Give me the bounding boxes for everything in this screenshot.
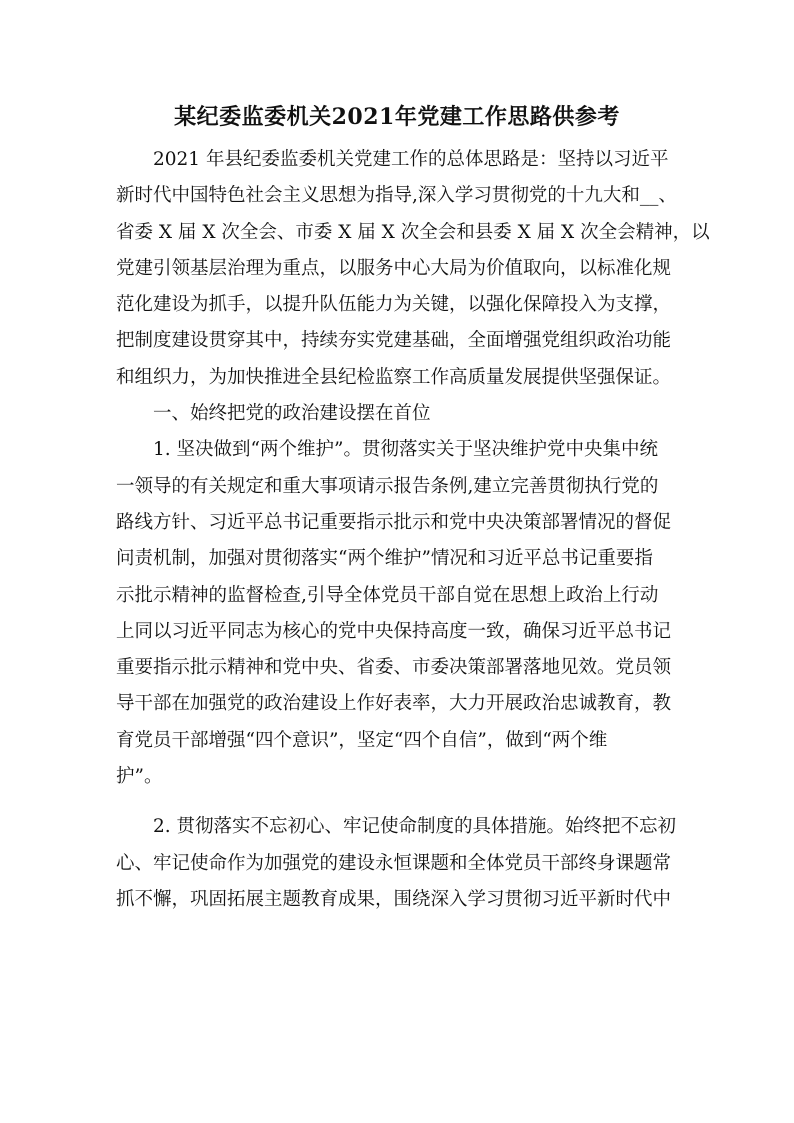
text-line: 把制度建设贯穿其中，持续夯实党建基础，全面增强党组织政治功能 <box>116 330 672 352</box>
text-line: 省委 X 届 X 次全会、市委 X 届 X 次全会和县委 X 届 X 次全会精神，以 <box>116 221 710 243</box>
text-line: 一领导的有关规定和重大事项请示报告条例,建立完善贯彻执行党的 <box>116 475 659 497</box>
text-line: 党建引领基层治理为重点，以服务中心大局为价值取向，以标准化规 <box>116 257 672 279</box>
text-line: 育党员干部增强“四个意识”，坚定“四个自信”，做到“两个维 <box>116 729 608 751</box>
text-line: 示批示精神的监督检查,引导全体党员干部自觉在思想上政治上行动 <box>116 584 659 606</box>
text-line: 2. 贯彻落实不忘初心、牢记使命制度的具体措施。始终把不忘初 <box>153 816 677 838</box>
text-line: 问责机制，加强对贯彻落实“两个维护”情况和习近平总书记重要指 <box>116 548 653 570</box>
text-line: 心、牢记使命作为加强党的建设永恒课题和全体党员干部终身课题常 <box>116 852 672 874</box>
text-line: 2021 年县纪委监委机关党建工作的总体思路是：坚持以习近平 <box>153 149 669 170</box>
paragraph-gap <box>116 799 686 813</box>
text-line: 和组织力，为加快推进全县纪检监察工作高质量发展提供坚强保证。 <box>116 366 672 388</box>
text-line: 一、始终把党的政治建设摆在首位 <box>153 403 431 425</box>
text-line: 新时代中国特色社会主义思想为指导,深入学习贯彻党的十九大和__、 <box>116 185 677 207</box>
document-body <box>116 146 710 922</box>
text-line: 重要指示批示精神和党中央、省委、市委决策部署落地见效。党员领 <box>116 657 672 679</box>
text-line: 抓不懈，巩固拓展主题教育成果，围绕深入学习贯彻习近平新时代中 <box>116 888 672 910</box>
text-line: 1. 坚决做到“两个维护”。贯彻落实关于坚决维护党中央集中统 <box>153 439 658 461</box>
document-title: 某纪委监委机关2021年党建工作思路供参考 <box>174 104 620 130</box>
text-line: 护”。 <box>116 766 163 788</box>
text-line: 路线方针、习近平总书记重要指示批示和党中央决策部署情况的督促 <box>116 511 672 533</box>
text-line: 范化建设为抓手，以提升队伍能力为关键，以强化保障投入为支撑， <box>116 294 672 316</box>
text-line: 上同以习近平同志为核心的党中央保持高度一致，确保习近平总书记 <box>116 620 672 642</box>
text-line: 导干部在加强党的政治建设上作好表率，大力开展政治忠诚教育，教 <box>116 693 672 715</box>
